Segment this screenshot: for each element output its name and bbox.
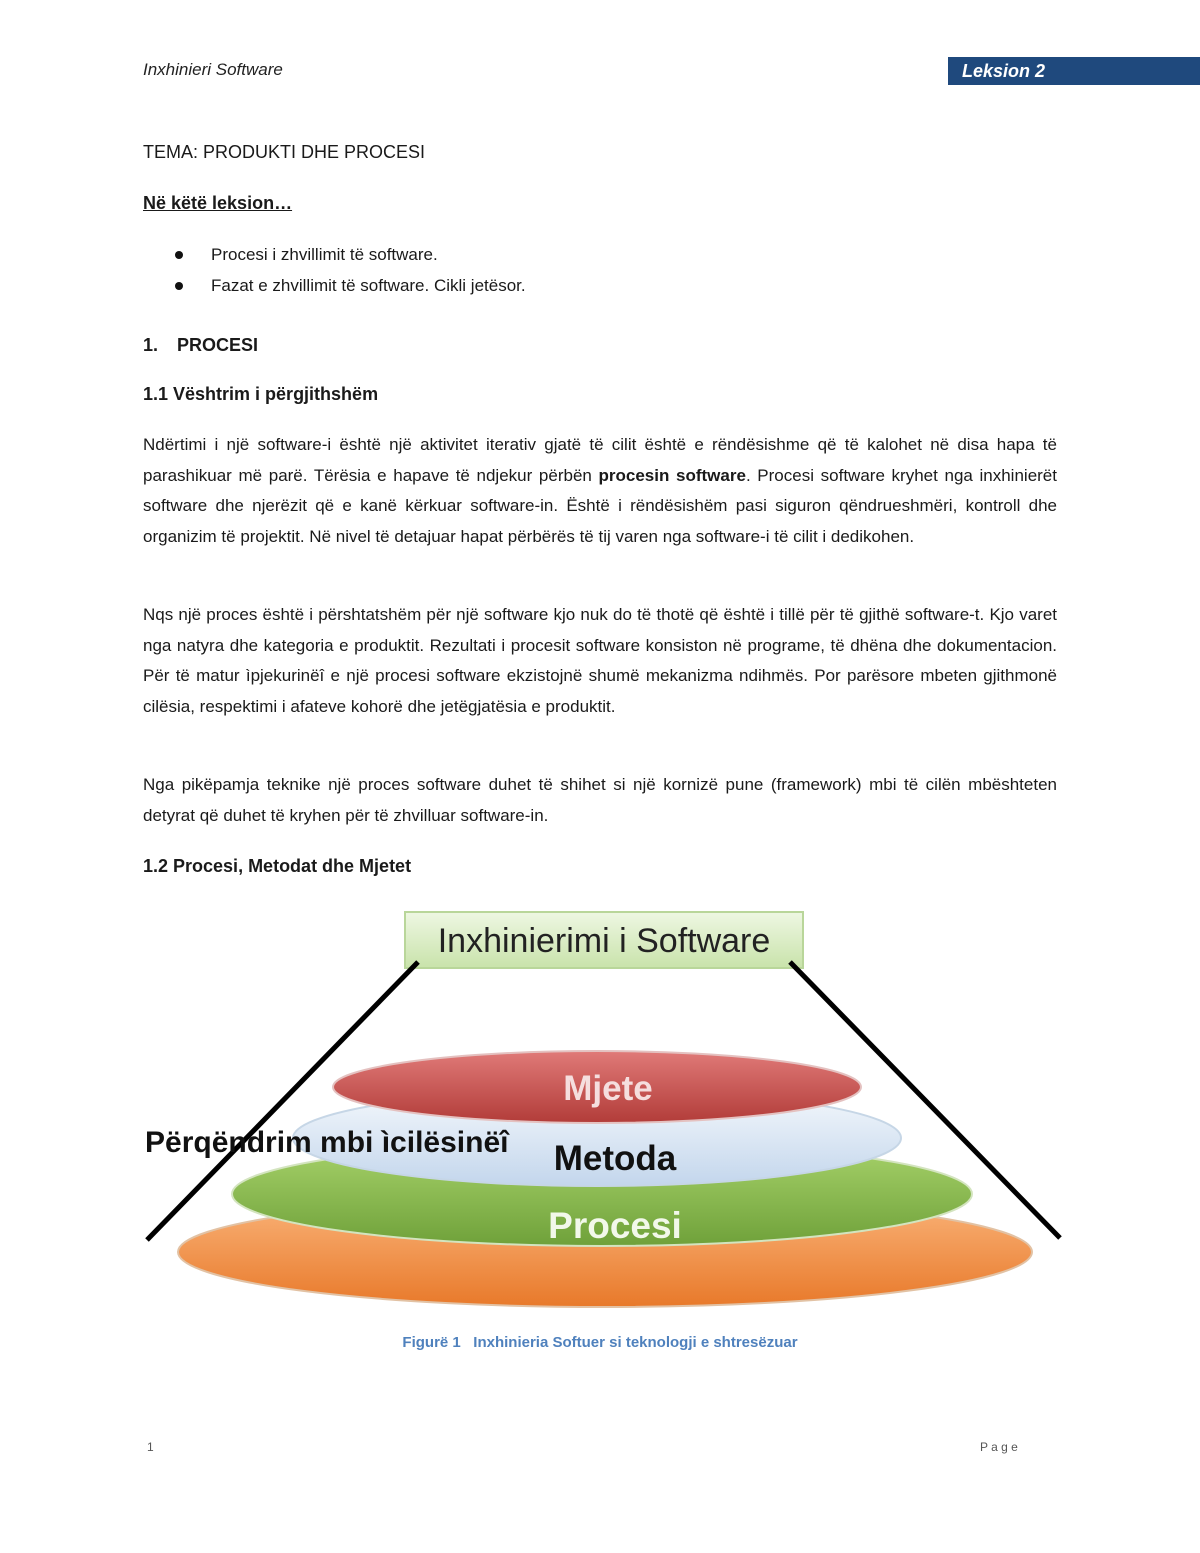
figure-caption-label: Figurë 1 [402, 1334, 461, 1351]
lesson-tab: Leksion 2 [948, 57, 1200, 85]
section-heading [143, 335, 1057, 356]
bullet-icon [175, 251, 183, 259]
bullet-item [143, 244, 1057, 275]
topic-title: TEMA: PRODUKTI DHE PROCESI [143, 142, 426, 162]
figure-caption-text: Inxhinieria Softuer si teknologji e shtresëzuar [473, 1334, 798, 1351]
paragraph-1-text-a: Ndërtimi i një software-i është një aktivitet iterativ gjatë të cilit është e rëndësishme që të kalohet në disa hapa të parashikuar më parë. Tërësia e hapave të ndjekur përbën [143, 435, 1057, 485]
paragraph-1-text-b: . Procesi software kryhet nga inxhinierët software dhe njerëzit që e kanë kërkuar software-in. Është i rëndësishëm pasi siguron qëndrueshmëri, kontroll dhe organizim të projektit. Në nivel të detajuar hapat përbërës të tij varen nga software-i të cilit i dedikohen. [143, 465, 1057, 546]
bullet-text: Procesi i zhvillimit të software. [211, 245, 438, 264]
paragraph-2: Nqs një proces është i përshtatshëm për një software kjo nuk do të thotë që është i tillë për të gjithë software-t. Kjo varet nga natyra dhe kategoria e produktit. Rezultati i procesit software konsiston në programe, të dhëna dhe dokumentacion. Për të matur ìpjekurinëî e një procesi software ekzistojnë shumë mekanizma ndihmës. Por parësore mbeten gjithmonë cilësia, respektimi i afateve kohorë dhe jetëgjatësia e produktit. [143, 605, 1057, 716]
paragraph-3: Nga pikëpamja teknike një proces software duhet të shihet si një kornizë pune (framework) mbi të cilën mbështeten detyrat që duhet të kryhen për të zhvilluar software-in. [143, 775, 1057, 825]
software-engineering-label: Inxhinierimi i Software [437, 922, 771, 960]
subsection-heading: 1.2 Procesi, Metodat dhe Mjetet [143, 856, 412, 876]
footer-page-label: P a g e [980, 1440, 1018, 1454]
bullet-icon [175, 282, 183, 290]
paragraph-1 [143, 430, 1057, 552]
layered-technology-diagram [0, 900, 1200, 1320]
methods-label: Metoda [553, 1139, 677, 1178]
paragraph-1-bold: procesin software [598, 465, 746, 485]
section-number: 1. [143, 335, 159, 355]
footer-page-number: 1 [147, 1440, 154, 1454]
lesson-bullet-list [143, 244, 1057, 306]
figure-caption [0, 1334, 1200, 1351]
section-title: PROCESI [177, 335, 259, 355]
tools-label: Mjete [563, 1069, 653, 1108]
intro-heading: Në këtë leksion… [143, 193, 293, 213]
bullet-item [143, 275, 1057, 306]
quality-focus-label: Përqëndrim mbi ìcilësinëî [145, 1126, 509, 1159]
bullet-text: Fazat e zhvillimit të software. Cikli jetësor. [211, 276, 526, 295]
process-label: Procesi [548, 1205, 682, 1246]
header-title: Inxhinieri Software [143, 60, 283, 79]
subsection-heading: 1.1 Vështrim i përgjithshëm [143, 384, 379, 404]
